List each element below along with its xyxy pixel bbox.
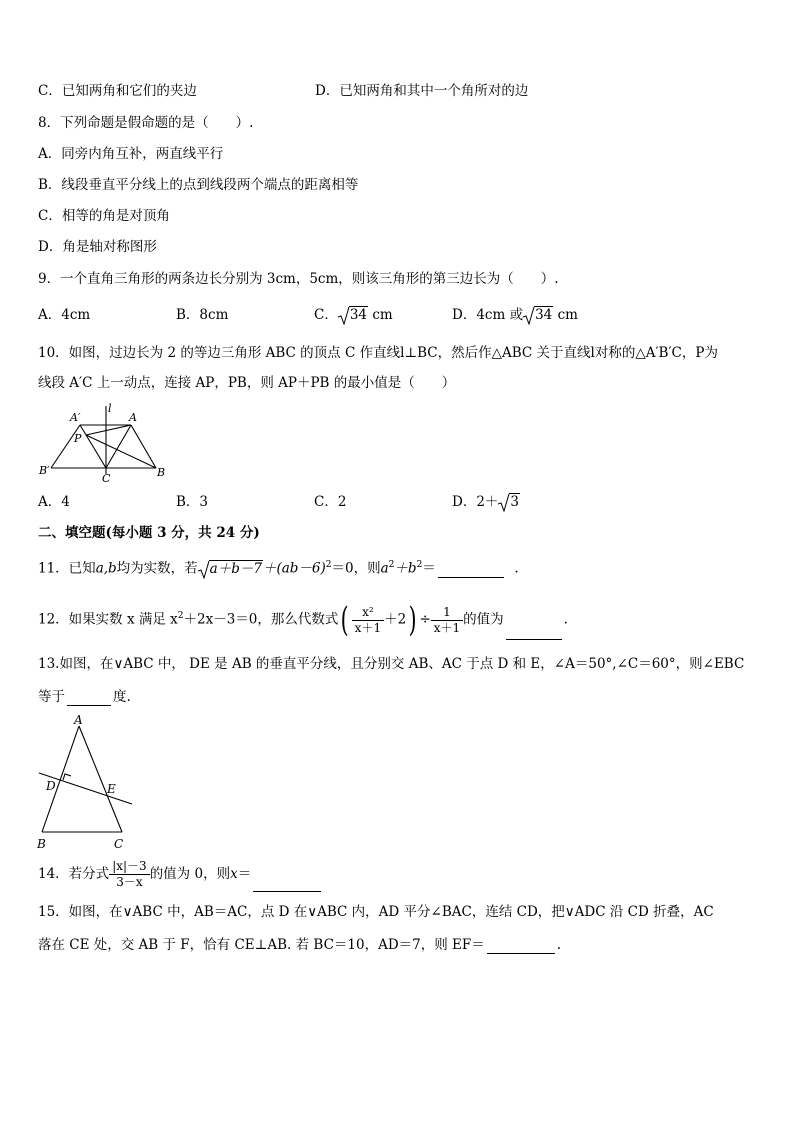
label-p: P [74,432,82,445]
label-a-prime: A′ [70,411,81,424]
q8-option-c: C．相等的角是对顶角 [38,208,170,224]
label-a: A [129,411,137,424]
q12-f2-den: x＋1 [433,620,461,635]
q13-figure [34,712,144,852]
q9-option-d [452,306,578,324]
label-a: A [74,713,83,727]
q8-stem: 8．下列命题是假命题的是（ ）. [38,115,254,131]
q13-answer-blank[interactable] [67,691,111,706]
label-l: l [108,402,112,415]
label-b: B [37,837,46,851]
q11-ab: a,b [95,560,117,577]
sqrt-sign [338,306,368,324]
label-c: C [102,472,111,485]
q12-fraction-1 [352,605,384,636]
q14-prefix: 14．若分式 [38,866,110,882]
q13-line2-prefix: 等于 [38,689,65,705]
q10-option-d [452,493,520,511]
q13-line2-suffix: 度. [113,689,131,705]
q12-f2-num: 1 [431,605,463,621]
label-b-prime: B′ [39,464,50,477]
q11-plus-b: ＋b [394,560,417,577]
q15-answer-blank[interactable] [487,939,555,954]
q9-option-b: B．8cm [176,307,229,323]
q8-option-b: B．线段垂直平分线上的点到线段两个端点的距离相等 [38,177,359,193]
q11-exp1: 2 [325,560,332,570]
q12-answer-blank[interactable] [506,611,562,640]
q8-option-d: D．角是轴对称图形 [38,239,157,255]
q9-stem: 9．一个直角三角形的两条边长分别为 3cm，5cm，则该三角形的第三边长为（ ）. [38,271,559,287]
q12-fraction-2 [431,605,463,636]
segment-a-c [79,726,122,832]
q9-option-c-prefix: C． [314,307,338,323]
q9-option-c [314,306,393,324]
q7-option-d: D．已知两角和其中一个角所对的边 [315,83,529,99]
q14-eq: ＝ [237,866,252,882]
q9-option-c-radicand: 34 [349,307,368,323]
q11-eq: ＝ [422,560,436,577]
q8-option-a: A．同旁内角互补，两直线平行 [38,146,224,162]
q10-option-d-radicand: 3 [510,494,520,510]
q12-dot: . [563,611,568,628]
q10-figure [36,400,171,488]
q12-div: ÷ [419,611,431,628]
q14-num: |x|－3 [109,859,150,875]
q9-option-d-prefix: D．4cm 或 [452,307,524,323]
q12-exp: 2 [177,611,184,621]
q14-x: x [230,866,238,882]
q9-option-d-unit: cm [557,307,578,323]
q10-line2: 线段 A′C 上一动点，连接 AP，PB，则 AP＋PB 的最小值是（ ） [38,375,456,391]
q10-option-d-prefix: D．2＋ [452,494,499,510]
q14-den: 3－x [116,875,143,889]
label-d: D [46,779,56,793]
q12-prefix: 12．如果实数 x 满足 x [38,611,178,628]
label-b: B [157,466,166,479]
q13-line2 [38,688,131,706]
q12-plus2: ＋2 [384,611,407,628]
q14 [38,856,323,892]
q10-line1: 10．如图，过边长为 2 的等边三角形 ABC 的顶点 C 作直线l⊥BC，然后作△ABC 关于直线l对称的△A′B′C，P为 [38,345,718,361]
q11-prefix: 11．已知 [38,560,96,577]
q10-option-b: B．3 [176,494,209,510]
q12-f1-den: x＋1 [354,620,382,635]
q12-end: 的值为 [463,611,504,628]
label-c: C [114,837,124,851]
segment-p-a [86,425,131,435]
q11-radicand: a＋b－7 [209,560,262,577]
q14-fraction [109,859,150,890]
sqrt-sign [498,493,520,511]
q9-option-c-unit: cm [372,307,393,323]
q14-answer-blank[interactable] [253,865,321,892]
q12-f1-num: x² [352,605,384,621]
q15-line1: 15．如图，在∨ABC 中，AB＝AC，点 D 在∨ABC 内，AD 平分∠BAC，连结 CD，把∨ADC 沿 CD 折叠，AC [38,904,714,920]
q12: 12．如果实数 x 满足 $x^2+2x-3=0$，那么代数式( $\frac{\text{x²}}{x+1}$ ＋2) ÷ $\frac{1}{x+1}$ 的值为 . [38,600,568,640]
section-2-title: 二、填空题(每小题 3 分，共 24 分) [38,525,260,541]
q7-option-c: C．已知两角和它们的夹边 [38,83,197,99]
q12-mid: ＋2x－3＝0，那么代数式 [183,611,339,628]
q10-option-c: C．2 [314,494,347,510]
q9-option-a: A．4cm [38,307,91,323]
sqrt-sign [523,306,553,324]
q15-line2-prefix: 落在 CE 处，交 AB 于 F，恰有 CE⊥AB. 若 BC＝10，AD＝7，则 EF＝ [38,937,485,953]
q10-option-a: A．4 [38,494,70,510]
q11-a: a [380,560,389,577]
label-e: E [107,782,116,796]
q9-option-d-radicand: 34 [535,307,553,323]
q11-mid2: ＋(ab－6) [262,560,326,577]
q11 [38,556,519,578]
q11-answer-blank[interactable] [438,563,504,578]
q13-line1: 13.如图，在∨ABC 中， DE 是 AB 的垂直平分线，且分别交 AB、AC 于点 D 和 E，∠A＝50°,∠C＝60°，则∠EBC [38,656,745,672]
sqrt-sign [198,560,263,578]
right-angle-mark [63,774,71,780]
q11-exp3: 2 [416,560,423,570]
q15-line2 [38,936,561,954]
q11-mid3: ＝0，则 [331,560,381,577]
q15-line2-suffix: . [556,937,562,953]
q11-mid1: 均为实数，若 [116,560,198,577]
q14-mid: 的值为 0，则 [149,866,231,882]
q11-exp2: 2 [388,560,395,570]
q11-end: . [514,560,519,577]
